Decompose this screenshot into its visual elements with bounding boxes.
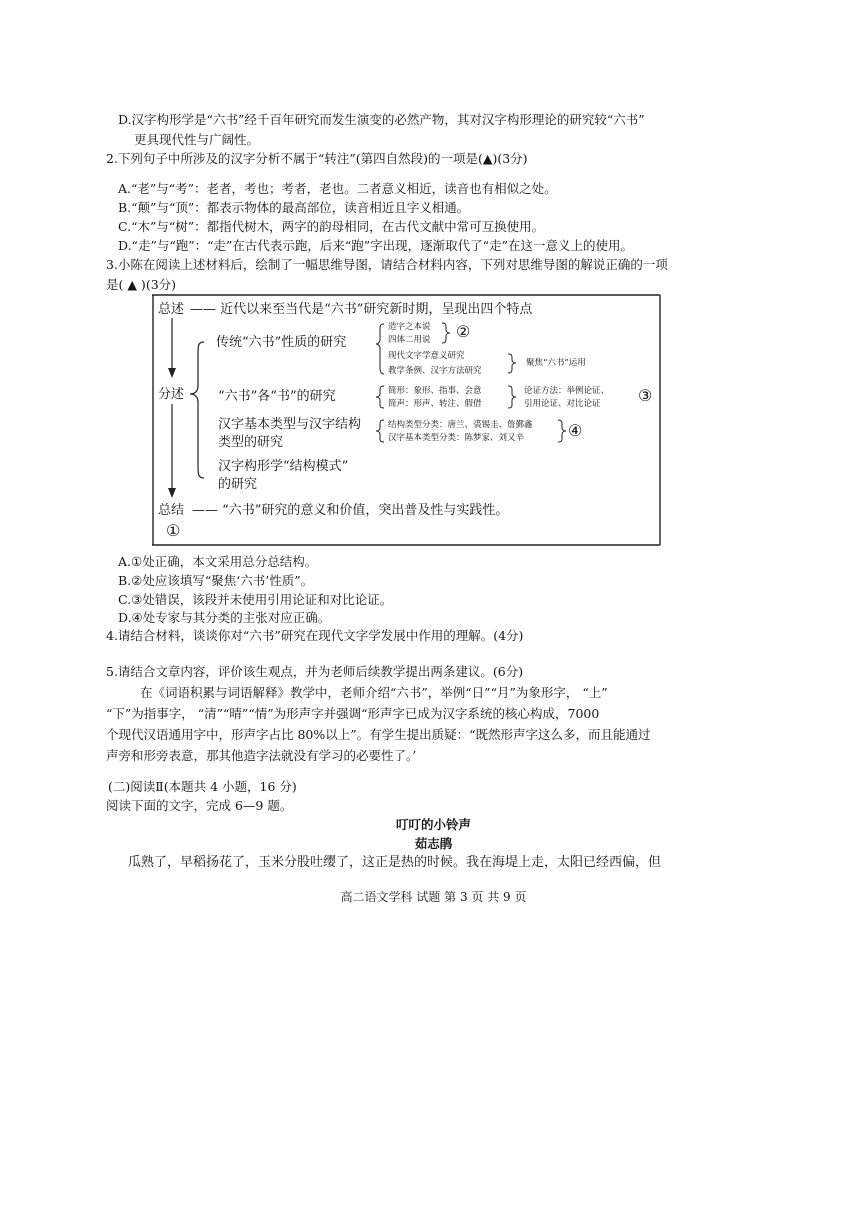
mind-map-mark-2: ② [456, 322, 471, 341]
q4-stem: 4.请结合材料，谈谈你对“六书”研究在现代文字学发展中作用的理解。(4分) [106, 628, 524, 643]
article-first-line: 瓜熟了，早稻扬花了，玉米分股吐缨了，这正是热的时候。我在海堤上走，太阳已经西偏，但 [128, 855, 662, 870]
mind-map-branch1-sub2: 四体二用说 [388, 335, 431, 345]
q2-option-a: A.“老”与“考”：老者，考也；考者，老也。二者意义相近，读音也有相似之处。 [118, 181, 557, 196]
q5-stem: 5.请结合文章内容，评价该生观点，并为老师后续教学提出两条建议。(6分) [106, 664, 524, 679]
q3-option-a: A.①处正确，本文采用总分总结构。 [118, 554, 318, 569]
mind-map-branch2-sub1: 简形：象形、指事、会意 [388, 386, 482, 396]
mind-map-branch2-sub2: 简声：形声、转注、假借 [388, 399, 482, 409]
mind-map-summary-text: —— “六书”研究的意义和价值，突出普及性与实践性。 [192, 503, 509, 518]
mind-map-branch3-sub2: 汉字基本类型分类：陈梦家、刘又辛 [388, 433, 525, 443]
mind-map-branch3-line2: 类型的研究 [218, 435, 284, 450]
q3-stem-line2: 是( ▲ )(3分) [106, 277, 177, 292]
mind-map-branch1-focus: 聚焦“六书”运用 [526, 358, 586, 368]
section2-heading: (二)阅读Ⅱ(本题共 4 小题，16 分) [108, 779, 297, 794]
mind-map-branch1: 传统“六书”性质的研究 [216, 335, 347, 350]
mind-map-detail-label: 分述 [158, 387, 185, 402]
q5-text-line4: 声旁和形旁表意，那其他造字法就没有学习的必要性了。’ [106, 748, 417, 763]
mind-map-branch1-sub4: 教学条例、汉字方法研究 [388, 366, 482, 376]
mind-map-branch4-line1: 汉字构形学“结构模式” [218, 459, 349, 474]
section2-instruction: 阅读下面的文字，完成 6—9 题。 [106, 798, 293, 813]
mind-map-branch1-sub1: 造字之本说 [388, 322, 431, 332]
page-footer: 高二语文学科 试题 第 3 页 共 9 页 [340, 890, 527, 904]
q5-text-line3: 个现代汉语通用字中，形声字占比 80%以上”。有学生提出质疑：“既然形声字这么多，而且能通过 [106, 727, 651, 742]
q2-option-c: C.“木”与“树”：都指代树木，两字的韵母相同，在古代文献中常可互换使用。 [118, 219, 545, 234]
article-title: 叮叮的小铃声 [395, 817, 471, 832]
mind-map-branch2: “六书”各“书”的研究 [218, 389, 336, 404]
q2-option-d: D.“走”与“跑”：“走”在古代表示跑，后来“跑”字出现，逐渐取代了“走”在这一意义上的使用。 [118, 238, 633, 253]
q3-option-c: C.③处错误，该段并未使用引用论证和对比论证。 [118, 592, 393, 607]
mind-map-mark-1: ① [166, 521, 181, 540]
q2-stem: 2.下列句子中所涉及的汉字分析不属于“转注”(第四自然段)的一项是(▲)(3分) [106, 151, 528, 166]
q3-stem-line1: 3.小陈在阅读上述材料后，绘制了一幅思维导图，请结合材料内容，下列对思维导图的解说正确的一项 [106, 257, 668, 272]
mind-map [152, 294, 662, 546]
mind-map-branch2-method1: 论证方法：举例论证、 [524, 386, 610, 396]
article-author: 茹志鹃 [414, 836, 453, 851]
q1-option-d-line1: D.汉字构形学是“六书”经千百年研究而发生演变的必然产物，其对汉字构形理论的研究较“六书” [118, 112, 645, 127]
mind-map-branch2-method2: 引用论证、对比论证 [524, 399, 601, 409]
mind-map-branch1-sub3: 现代文字学意义研究 [388, 351, 465, 361]
mind-map-overview-text: —— 近代以来至当代是“六书”研究新时期，呈现出四个特点 [190, 302, 533, 317]
mind-map-mark-4: ④ [568, 421, 583, 440]
q5-text-line1: 在《词语积累与词语解释》教学中，老师介绍“六书”，举例“日”“月”为象形字， “上” [140, 685, 608, 700]
q2-option-b: B.“颠”与“顶”：都表示物体的最高部位，读音相近且字义相通。 [118, 200, 470, 215]
q3-option-d: D.④处专家与其分类的主张对应正确。 [118, 610, 331, 625]
mind-map-mark-3: ③ [638, 386, 653, 405]
mind-map-branch3-line1: 汉字基本类型与汉字结构 [218, 417, 362, 432]
mind-map-overview-label: 总述 [158, 302, 185, 317]
mind-map-branch3-sub1: 结构类型分类：唐兰、裘锡圭、詹鄞鑫 [388, 420, 533, 430]
q3-option-b: B.②处应该填写“聚焦‘六书’性质”。 [118, 573, 314, 588]
mind-map-branch4-line2: 的研究 [218, 477, 258, 492]
q1-option-d-line2: 更具现代性与广阔性。 [134, 132, 260, 147]
mind-map-summary-label: 总结 [158, 503, 185, 518]
q5-text-line2: “下”为指事字， “清”“晴”“情”为形声字并强调“形声字已成为汉字系统的核心构成，7000 [106, 706, 600, 721]
